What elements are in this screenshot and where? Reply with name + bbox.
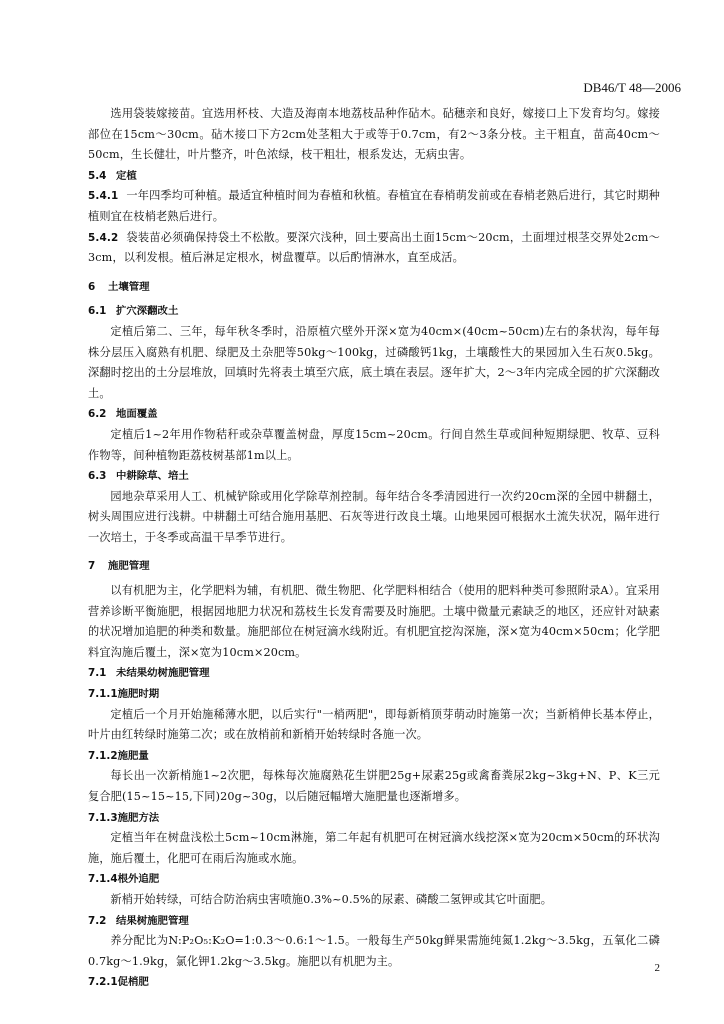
heading-title: 扩穴深翻改土 bbox=[116, 305, 179, 318]
heading-6 bbox=[88, 277, 660, 298]
heading-6-1 bbox=[88, 301, 660, 322]
heading-number: 6.3 bbox=[88, 470, 107, 483]
heading-6-3 bbox=[88, 466, 660, 487]
heading-7-2 bbox=[88, 911, 660, 932]
heading-7-2-1 bbox=[88, 972, 660, 993]
heading-title: 地面覆盖 bbox=[116, 408, 158, 421]
heading-7-1-1 bbox=[88, 684, 660, 705]
heading-title: 施肥管理 bbox=[108, 560, 150, 573]
paragraph-7-1-1: 定植后一个月开始施稀薄水肥，以后实行"一梢两肥"，即每新梢顶芽萌动时施第一次；当新梢伸长基本停止，叶片由红转绿时施第二次；或在放梢前和新梢开始转绿时各施一次。 bbox=[88, 707, 660, 742]
heading-number: 7.2.1 bbox=[88, 976, 118, 989]
heading-number: 7 bbox=[88, 560, 96, 573]
clause-5-4-2 bbox=[88, 228, 660, 269]
heading-number: 7.2 bbox=[88, 914, 107, 927]
heading-number: 6.1 bbox=[88, 305, 107, 318]
heading-6-2 bbox=[88, 404, 660, 425]
paragraph-7-1-3: 定植当年在树盘浅松土5cm~10cm淋施，第二年起有机肥可在树冠滴水线挖深×宽为20cm×50cm的环状沟施，施后覆土，化肥可在雨后沟施或水施。 bbox=[88, 831, 660, 865]
heading-7-1-4 bbox=[88, 869, 660, 890]
paragraph-6-1: 定植后第二、三年，每年秋冬季时，沿原植穴壁外开深×宽为40cm×(40cm~50cm)左右的条状沟，每年每株分层压入腐熟有机肥、绿肥及土杂肥等50kg～100kg，过磷酸钙1kg，土壤酸性大的果园加入生石灰0.5kg。深翻时挖出的土分层堆放，回填时先将表土填至穴底，底土填在表层。逐年扩大，2～3年内完成全园的扩穴深翻改土。 bbox=[88, 324, 660, 400]
paragraph-seedling-selection: 选用袋装嫁接苗。宜选用杯枝、大造及海南本地荔枝品种作砧木。砧穗亲和良好，嫁接口上下发育均匀。嫁接部位在15cm～30cm。砧木接口下方2cm处茎粗大于或等于0.7cm，有2～3条分枝。主干粗直，苗高40cm～50cm，生长健壮，叶片整齐，叶色浓绿，枝干粗壮，根系发达，无病虫害。 bbox=[88, 107, 660, 162]
heading-number: 7.1.4 bbox=[88, 873, 118, 886]
heading-number: 7.1.3 bbox=[88, 811, 118, 824]
heading-5-4 bbox=[88, 166, 660, 187]
heading-7-1 bbox=[88, 663, 660, 684]
clause-number: 5.4.2 bbox=[88, 231, 119, 244]
clause-text: 一年四季均可种植。最适宜种植时间为春植和秋植。春植宜在春梢萌发前或在春梢老熟后进行，其它时期种植则宜在枝梢老熟后进行。 bbox=[88, 189, 660, 223]
heading-title: 根外追肥 bbox=[117, 873, 160, 886]
heading-number: 6.2 bbox=[88, 408, 107, 421]
heading-number: 7.1 bbox=[88, 667, 107, 680]
document-body bbox=[88, 104, 660, 993]
clause-text: 袋装苗必须确保持袋土不松散。要深穴浅种，回土要高出土面15cm～20cm，土面埋过根茎交界处2cm～3cm，以利发根。植后淋足定根水，树盘覆草。以后酌情淋水，直至成活。 bbox=[88, 230, 660, 265]
document-code: DB46/T 48—2006 bbox=[583, 80, 681, 95]
heading-7-1-2 bbox=[88, 746, 660, 767]
paragraph-7: 以有机肥为主，化学肥料为辅，有机肥、微生物肥、化学肥料相结合（使用的肥料种类可参照附录A）。宜采用营养诊断平衡施肥，根据园地肥力状况和荔枝生长发育需要及时施肥。土壤中微量元素缺乏的地区，还应针对缺素的状况增加追肥的种类和数量。施肥部位在树冠滴水线附近。有机肥宜挖沟深施，深×宽为40cm×50cm；化学肥料宜沟施后覆土，深×宽为10cm×20cm。 bbox=[88, 584, 660, 659]
heading-number: 7.1.1 bbox=[88, 688, 118, 701]
heading-title: 土壤管理 bbox=[108, 280, 150, 293]
paragraph-6-2: 定植后1~2年用作物秸秆或杂草覆盖树盘，厚度15cm~20cm。行间自然生草或间种短期绿肥、牧草、豆科作物等，间种植物距荔枝树基部1m以上。 bbox=[88, 427, 660, 462]
heading-title: 施肥方法 bbox=[117, 811, 160, 824]
paragraph-7-2: 养分配比为N:P₂O₅:K₂O=1:0.3～0.6:1～1.5。一般每生产50kg鲜果需施纯氮1.2kg～3.5kg，五氧化二磷0.7kg～1.9kg，氯化钾1.2kg～3.5kg。施肥以有机肥为主。 bbox=[88, 934, 660, 968]
heading-number: 6 bbox=[88, 280, 96, 293]
clause-number: 5.4.1 bbox=[88, 190, 119, 203]
heading-title: 中耕除草、培土 bbox=[116, 470, 189, 483]
page-number: 2 bbox=[654, 962, 660, 974]
clause-5-4-1 bbox=[88, 186, 660, 227]
heading-title: 促梢肥 bbox=[117, 976, 149, 989]
heading-title: 未结果幼树施肥管理 bbox=[116, 667, 210, 680]
heading-7 bbox=[88, 556, 660, 577]
heading-title: 定植 bbox=[116, 169, 137, 182]
heading-7-1-3 bbox=[88, 808, 660, 829]
heading-number: 5.4 bbox=[88, 169, 107, 182]
paragraph-7-1-4: 新梢开始转绿，可结合防治病虫害喷施0.3%~0.5%的尿素、磷酸二氢钾或其它叶面肥。 bbox=[110, 892, 553, 906]
paragraph-6-3: 园地杂草采用人工、机械铲除或用化学除草剂控制。每年结合冬季清园进行一次约20cm深的全园中耕翻土，树头周围应进行浅耕。中耕翻土可结合施用基肥、石灰等进行改良土壤。山地果园可根据水土流失状况，隔年进行一次培土，于冬季或高温干旱季节进行。 bbox=[88, 489, 660, 544]
heading-title: 施肥量 bbox=[117, 749, 149, 762]
heading-number: 7.1.2 bbox=[88, 749, 118, 762]
paragraph-7-1-2: 每长出一次新梢施1~2次肥，每株每次施腐熟花生饼肥25g+尿素25g或禽畜粪尿2kg~3kg+N、P、K三元复合肥(15~15~15,下同)20g~30g，以后随冠幅增大施肥量也逐渐增多。 bbox=[88, 769, 660, 803]
heading-title: 结果树施肥管理 bbox=[116, 914, 189, 927]
heading-title: 施肥时期 bbox=[117, 688, 160, 701]
